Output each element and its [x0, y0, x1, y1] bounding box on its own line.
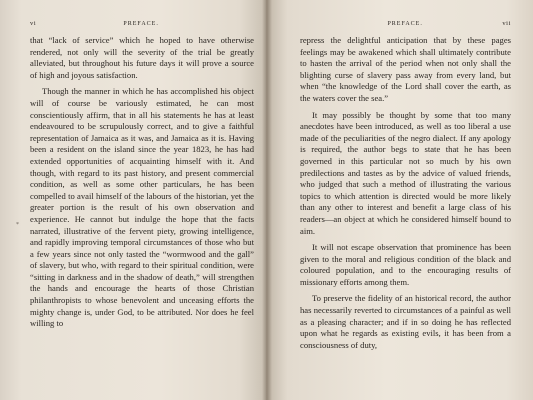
running-title-right: PREFACE.: [387, 21, 423, 27]
right-page-body: [300, 35, 511, 351]
right-page: [266, 0, 533, 400]
running-title-left: PREFACE.: [123, 21, 159, 27]
paragraph: To preserve the fidelity of an historical record, the author has necessarily reverted to circumstances of a painful as well as a pleasing character; and if in so doing he has reflected upon what he regards as existing evils, it has been from a consciousness of duty,: [300, 293, 511, 350]
paragraph: that “lack of service” which he hoped to have otherwise rendered, not only will the severity of the trial be greatly alleviated, but throughout his future days it will prove a source of high and joyous satisfaction.: [30, 35, 254, 80]
paragraph: It may possibly be thought by some that too many anecdotes have been introduced, as well as too liberal a use made of the peculiarities of the negro dialect. If any apology is required, the author begs to state that he has been governed in this particular not so much by his own predilections and tastes as by the advice of valued friends, who judged that such a method of illustrating the various topics to which attention is directed would be more likely than any other to interest and benefit a large class of his readers—an object at which he considered himself bound to aim.: [300, 109, 511, 236]
paragraph: Though the manner in which he has accomplished his object will of course be variously estimated, he can most conscientiously affirm, that in all his statements he has at least endeavoured to be scrupulously correct, and to give a faithful representation of Jamaica as it was, and Jamaica as it is. Having been a resident on the island since the year 1823, he has had extended opportunities of acquainting himself with it. And though, with regard to its past history, and present commercial condition, as well as some other particulars, he has been compelled to avail himself of the labours of the historian, yet the greater portion is the result of his own observation and experience. He cannot but indulge the hope that the facts narrated, illustrative of the fervent piety, growing intelligence, and rapidly improving temporal circumstances of those who but a few years since not only tasted the “wormwood and the gall” of slavery, but who, with regard to their spiritual condition, were “sitting in darkness and in the shadow of death,” will strengthen the hands and encourage the hearts of those Christian philanthropists to whose benevolent and unceasing efforts the mighty change is, under God, to be attributed. Nor does he feel willing to: [30, 86, 254, 329]
left-page-body: [30, 35, 254, 330]
running-head-right: [300, 20, 511, 27]
paragraph: It will not escape observation that prominence has been given to the moral and religious condition of the black and coloured population, and to the encouraging results of missionary efforts among them.: [300, 242, 511, 287]
paragraph: repress the delightful anticipation that by these pages feelings may be awakened which shall ultimately contribute to hasten the arrival of the period when not only shall the blighting curse of slavery pass away from every land, but when “the knowledge of the Lord shall cover the earth, as the waters cover the sea.”: [300, 35, 511, 103]
page-number-right: vii: [502, 20, 511, 27]
running-head-left: [30, 20, 254, 27]
left-page: [0, 0, 266, 400]
margin-mark: *: [16, 222, 19, 228]
book-gutter: [262, 0, 272, 400]
page-number-left: vi: [30, 20, 37, 27]
